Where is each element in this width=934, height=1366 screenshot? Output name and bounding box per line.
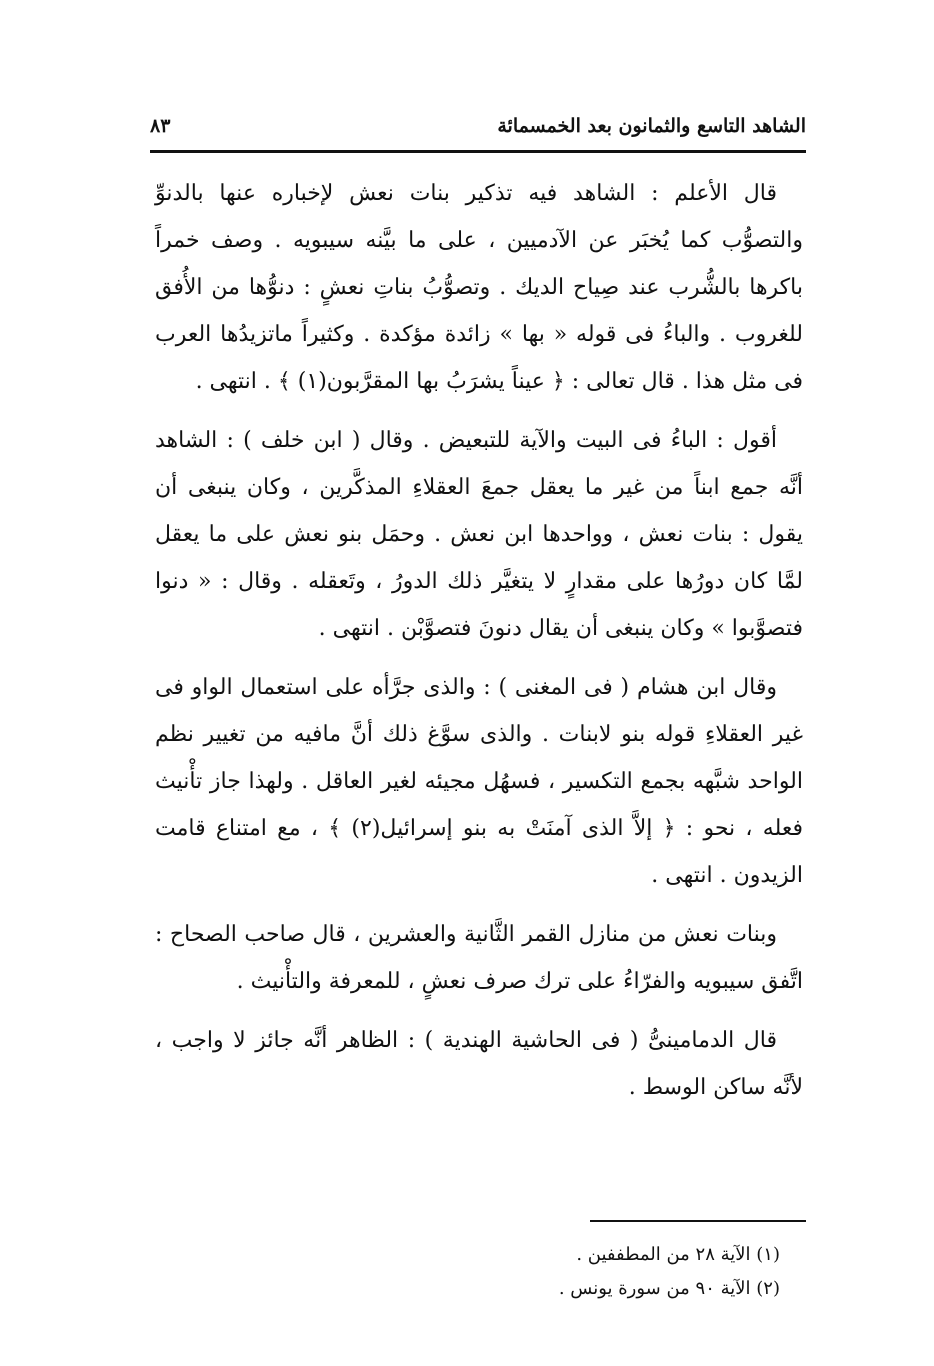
page-header	[150, 108, 806, 144]
main-text	[155, 170, 803, 1123]
page-number: ٨٣	[150, 115, 171, 137]
header-rule	[150, 150, 806, 153]
footnote: (٢) الآية ٩٠ من سورة يونس .	[558, 1278, 780, 1299]
footnotes	[400, 1238, 780, 1306]
footnote-rule	[590, 1220, 806, 1222]
paragraph: قال الأعلم : الشاهد فيه تذكير بنات نعش لإخباره عنها بالدنوِّ والتصوُّب كما يُخبَر عن الآدميين ، على ما بيَّنه سيبويه . وصف خمراً باكرها بالشُّرب عند صِياح الديك . وتصوُّبُ بناتِ نعشٍ : دنوُّها من الأُفق للغروب . والباءُ فى قوله « بها » زائدة مؤكدة . وكثيراً ماتزيدُها العرب فى مثل هذا . قال تعالى : ﴿ عيناً يشرَبُ بها المقرَّبون(١) ﴾ . انتهى .	[155, 181, 803, 394]
footnote: (١) الآية ٢٨ من المطففين .	[576, 1244, 780, 1265]
paragraph: قال الدمامينىُّ ( فى الحاشية الهندية ) : الظاهر أنَّه جائز لا واجب ، لأنَّه ساكن الوسط .	[155, 1028, 803, 1100]
paragraph: وبنات نعش من منازل القمر الثَّانية والعشرين ، قال صاحب الصحاح : اتَّفق سيبويه والفرّاءُ على ترك صرف نعشٍ ، للمعرفة والتأْنيث .	[155, 922, 803, 994]
paragraph: وقال ابن هشام ( فى المغنى ) : والذى جرَّأه على استعمال الواو فى غير العقلاءِ قوله بنو لابنات . والذى سوَّغ ذلك أنَّ مافيه من تغيير نظم الواحد شبَّهه بجمع التكسير ، فسهُل مجيئه لغير العاقل . ولهذا جاز تأْنيث فعله ، نحو : ﴿ إلاَّ الذى آمنَتْ به بنو إسرائيل(٢) ﴾ ، مع امتناع قامت الزيدون . انتهى .	[155, 675, 803, 888]
running-title: الشاهد التاسع والثمانون بعد الخمسمائة	[497, 115, 806, 137]
paragraph: أقول : الباءُ فى البيت والآية للتبعيض . وقال ( ابن خلف ) : الشاهد أنَّه جمع ابناً من غير ما يعقل جمعَ العقلاءِ المذكَّرين ، وكان ينبغى أن يقول : بنات نعش ، وواحدها ابن نعش . وحمَل بنو نعش على ما يعقل لمَّا كان دورُها على مقدارٍ لا يتغيَّر ذلك الدورُ ، وتَعقله . وقال : « دنوا فتصوَّبوا » وكان ينبغى أن يقال دنونَ فتصوَّبْن . انتهى .	[155, 428, 803, 641]
